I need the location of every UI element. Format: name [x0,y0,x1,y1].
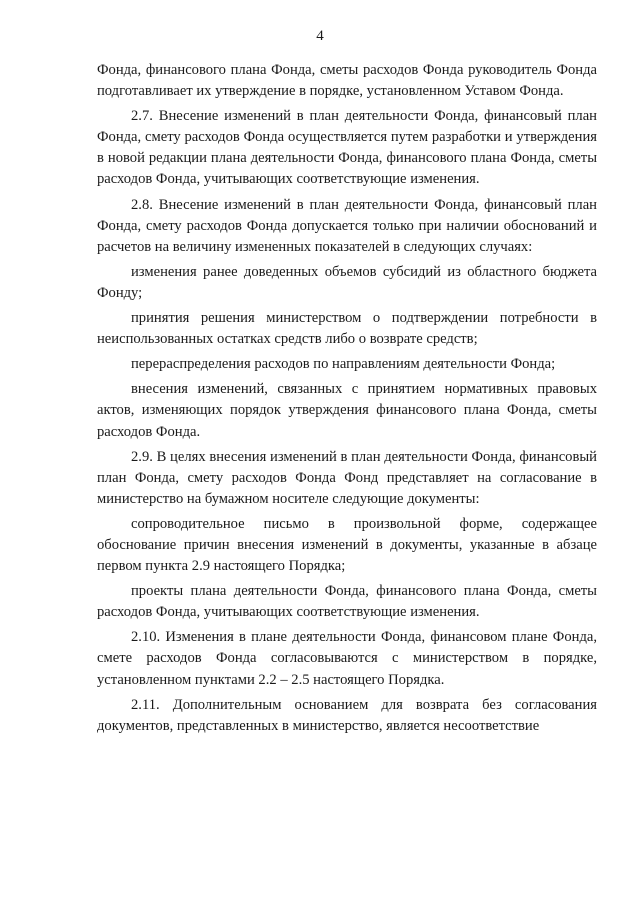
list-item-subsidies: изменения ранее доведенных объемов субсидий из областного бюджета Фонду; [97,263,597,301]
paragraph-2-8: 2.8. Внесение изменений в план деятельности Фонда, финансовый план Фонда, смету расходов Фонда допускается только при наличии обоснований и расчетов на величину измененных показателей в следующих случаях: [97,196,597,255]
list-item-redistribution: перераспределения расходов по направлениям деятельности Фонда; [131,356,556,373]
paragraph-continuation: Фонда, финансового плана Фонда, сметы расходов Фонда руководитель Фонда подготавливает их утверждение в порядке, установленном Уставом Фонда. [97,62,597,100]
list-item-ministry-decision: принятия решения министерством о подтверждении потребности в неиспользованных остатках средств либо о возврате средств; [97,310,597,348]
paragraph-2-10: 2.10. Изменения в плане деятельности Фонда, финансовом плане Фонда, смете расходов Фонда согласовываются с министерством в порядке, установленном пунктами 2.2 – 2.5 настоящего Порядка. [97,629,597,688]
paragraph-2-9: 2.9. В целях внесения изменений в план деятельности Фонда, финансовый план Фонда, смету расходов Фонда Фонд представляет на согласование в министерство на бумажном носителе следующие документы: [97,448,597,507]
list-item-draft-plans: проекты плана деятельности Фонда, финансового плана Фонда, сметы расходов Фонда, учитывающих соответствующие изменения. [97,583,597,621]
paragraph-2-7: 2.7. Внесение изменений в план деятельности Фонда, финансовый план Фонда, смету расходов Фонда осуществляется путем разработки и утверждения в новой редакции плана деятельности Фонда, финансового плана Фонда, сметы расходов Фонда, учитывающих соответствующие изменения. [97,108,597,188]
list-item-legal-acts: внесения изменений, связанных с принятием нормативных правовых актов, изменяющих порядок утверждения финансового плана Фонда, сметы расходов Фонда. [97,381,597,440]
paragraph-2-11: 2.11. Дополнительным основанием для возврата без согласования документов, представленных в министерство, является несоответствие [97,696,597,734]
page-number: 4 [316,28,324,44]
document-body [97,60,597,741]
list-item-cover-letter: сопроводительное письмо в произвольной форме, содержащее обоснование причин внесения изменений в документы, указанные в абзаце первом пункта 2.9 настоящего Порядка; [97,515,597,575]
